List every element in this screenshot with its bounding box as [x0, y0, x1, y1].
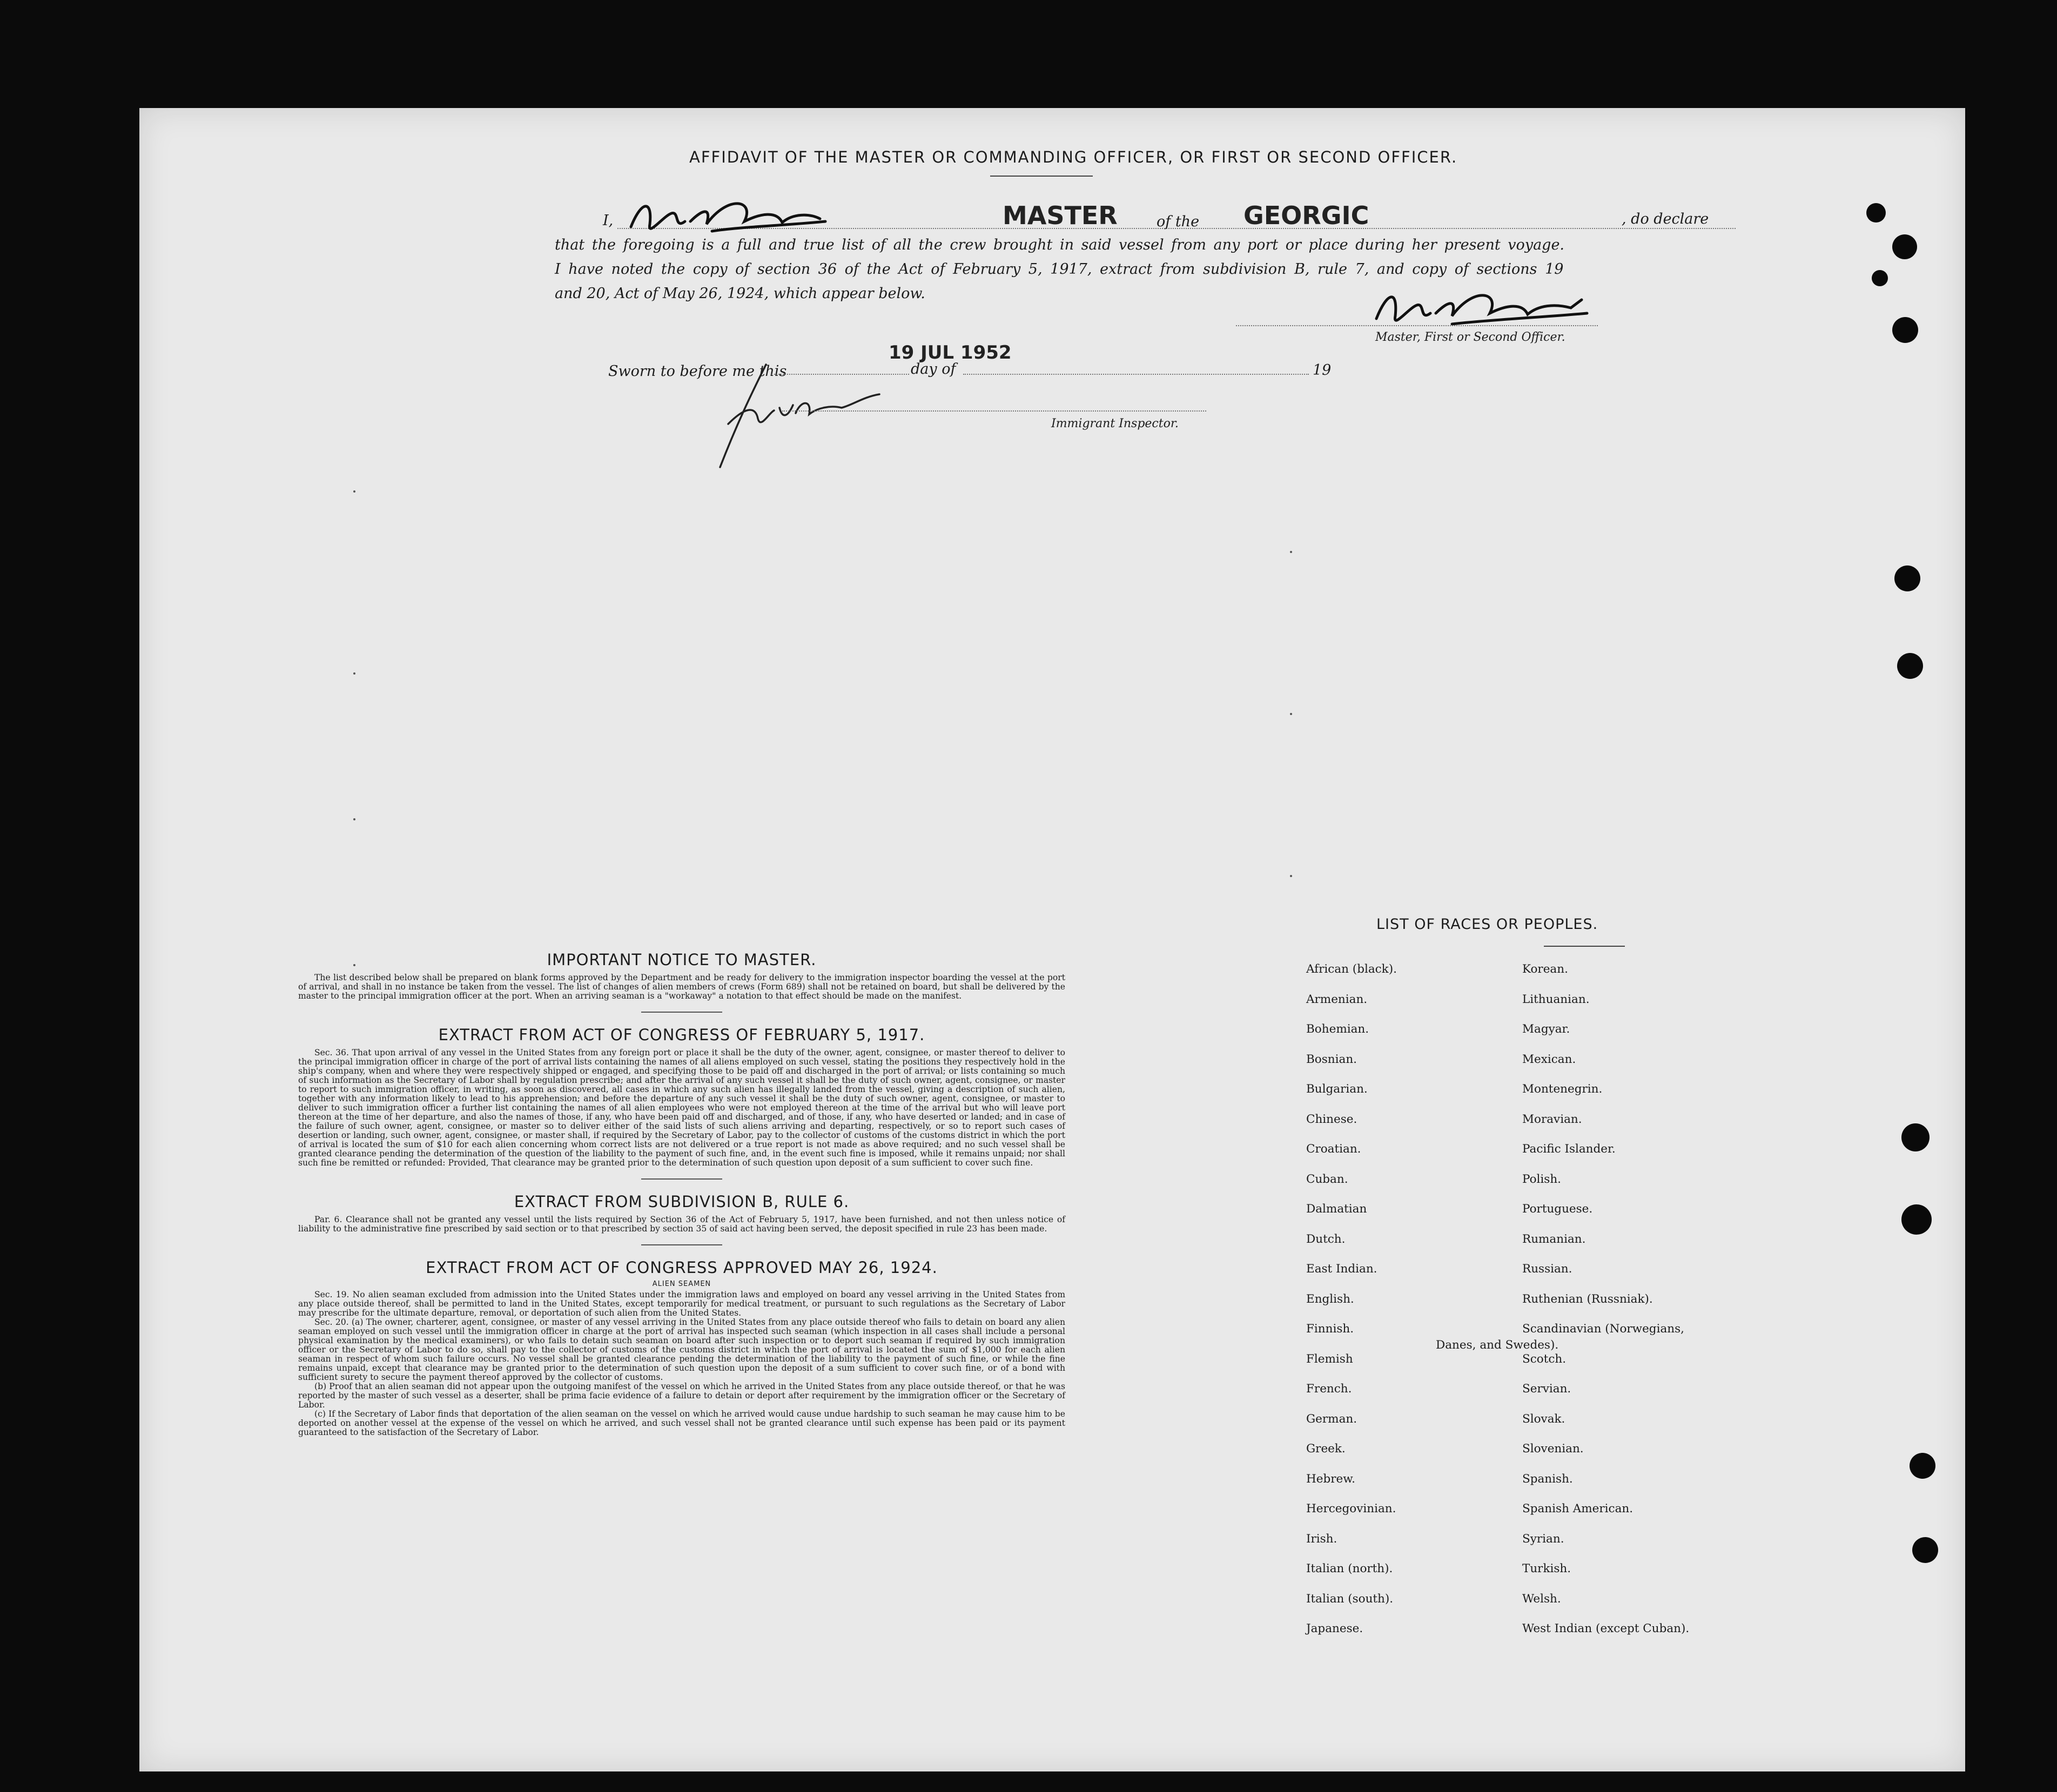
sec-20b-paragraph: (b) Proof that an alien seaman did not appear upon the outgoing manifest of the vessel on which he arrived in the United States from any place outside thereof, or that he was reported by the master of such vessel as a deserter, shall be prima facie evidence of a failure to detain or deport after requirement by the immigration officer or the Secretary of Labor.	[298, 1382, 1065, 1410]
speck	[353, 672, 355, 675]
race-item-left: Croatian.	[1306, 1142, 1361, 1156]
races-title: LIST OF RACES OR PEOPLES.	[1376, 916, 1598, 933]
race-item-right: Magyar.	[1522, 1022, 1570, 1036]
race-item-left: English.	[1306, 1292, 1354, 1306]
date-stamp: 19 JUL 1952	[889, 342, 1012, 363]
race-item-right: Spanish.	[1522, 1472, 1573, 1486]
race-item-left: Hebrew.	[1306, 1472, 1355, 1486]
race-item-left: Japanese.	[1306, 1622, 1363, 1635]
sec-36-paragraph: Sec. 36. That upon arrival of any vessel in the United States from any foreign port or place it shall be the duty of the owner, agent, consignee, or master thereof to deliver to the principal immigration officer in charge of the port of arrival lists containing the names of all aliens employed on such vessel, stating the positions they respectively hold in the ship's company, when and where they were respectively shipped or engaged, and specifying those to be paid off and discharged in the port of arrival; or lists containing so much of such information as the Secretary of Labor shall by regulation prescribe; and after the arrival of any such vessel it shall be the duty of such owner, agent, consignee, or master to report to such immigration officer, in writing, as soon as discovered, all cases in which any such alien has illegally landed from the vessel, giving a description of such alien, together with any information likely to lead to his apprehension; and before the departure of any such vessel it shall be the duty of such owner, agent, consignee, or master to deliver to such immigration officer a further list containing the names of all alien employees who were not employed thereon at the time of the arrival but who will leave port thereon at the time of her departure, and also the names of those, if any, who have been paid off and discharged, and of those, if any, who have deserted or landed; and in case of the failure of such owner, agent, consignee, or master so to deliver either of the said lists of such aliens arriving and departing, respectively, or so to report such cases of desertion or landing, such owner, agent, consignee, or master shall, if required by the Secretary of Labor, pay to the collector of customs of the customs district in which the port of arrival is located the sum of $10 for each alien concerning whom correct lists are not delivered or a true report is not made as above required; and no such vessel shall be granted clearance pending the determination of the question of the liability to the payment of such fine, and, in the event such fine is imposed, while it remains unpaid; nor shall such fine be remitted or refunded: Provided, That clearance may be granted prior to the determination of such question upon deposit of a sum sufficient to cover such fine.	[298, 1048, 1065, 1168]
punch-hole	[1872, 270, 1888, 286]
extract-1924-body	[298, 1290, 1065, 1437]
race-item-right: Scandinavian (Norwegians,	[1522, 1322, 1684, 1336]
year-prefix: 19	[1313, 362, 1332, 379]
race-item-right: Spanish American.	[1522, 1502, 1634, 1515]
race-item-right: Ruthenian (Russniak).	[1522, 1292, 1653, 1306]
race-item-right: Turkish.	[1522, 1562, 1571, 1575]
sec-20c-paragraph: (c) If the Secretary of Labor finds that deportation of the alien seaman on the vessel on which he arrived would cause undue hardship to such seaman he may cause him to be deported on another vessel at the expense of the vessel on which he arrived, and such vessel shall not be granted clearance until such expense has been paid or its payment guaranteed to the satisfaction of the Secretary of Labor.	[298, 1409, 1065, 1437]
race-item-right: Lithuanian.	[1522, 992, 1590, 1006]
race-item-left: Dalmatian	[1306, 1202, 1367, 1216]
race-item-left: Dutch.	[1306, 1232, 1346, 1246]
race-item-left: Irish.	[1306, 1532, 1337, 1546]
divider	[641, 1244, 722, 1245]
race-item-left: East Indian.	[1306, 1262, 1377, 1276]
race-item-right: Pacific Islander.	[1522, 1142, 1616, 1156]
divider	[641, 1012, 722, 1013]
notice-title: IMPORTANT NOTICE TO MASTER.	[547, 951, 817, 969]
race-item-left: German.	[1306, 1412, 1357, 1426]
punch-hole	[1897, 653, 1923, 679]
sec-19-paragraph: Sec. 19. No alien seaman excluded from admission into the United States under the immigration laws and employed on board any vessel arriving in the United States from any place outside thereof, shall be permitted to land in the United States, except temporarily for medical treatment, or pursuant to such regulations as the Secretary of Labor may prescribe for the ultimate departure, removal, or deportation of such alien from the United States.	[298, 1290, 1065, 1318]
speck	[1290, 875, 1292, 877]
vessel-stamp: GEORGIC	[1243, 201, 1369, 230]
race-item-right: Portuguese.	[1522, 1202, 1593, 1216]
race-item-left: French.	[1306, 1382, 1352, 1396]
race-item-left: Bohemian.	[1306, 1022, 1369, 1036]
race-item-left: Cuban.	[1306, 1172, 1348, 1186]
sworn-prefix: Sworn to before me this	[608, 363, 787, 380]
document-sheet	[139, 108, 1965, 1771]
notice-column	[298, 951, 1065, 1437]
affidavit-of-the: of the	[1157, 213, 1200, 230]
day-of: day of	[911, 361, 956, 378]
master-signature-blank	[1236, 325, 1598, 326]
race-item-right: Moravian.	[1522, 1112, 1582, 1126]
race-item-left: Chinese.	[1306, 1112, 1357, 1126]
inspector-blank	[782, 410, 1206, 412]
inspector-caption: Immigrant Inspector.	[1051, 417, 1179, 430]
speck	[353, 490, 355, 493]
punch-hole	[1894, 565, 1920, 591]
punch-hole	[1901, 1123, 1930, 1151]
race-item-left: Flemish	[1306, 1352, 1353, 1366]
rank-stamp: MASTER	[1003, 201, 1118, 230]
race-item-left: Bosnian.	[1306, 1052, 1357, 1066]
notice-body	[298, 973, 1065, 1001]
punch-hole	[1912, 1537, 1938, 1563]
punch-hole	[1866, 203, 1886, 223]
race-item-scandinavian-continued: Danes, and Swedes).	[1436, 1338, 1559, 1352]
race-item-left: Hercegovinian.	[1306, 1502, 1396, 1515]
race-item-right: Servian.	[1522, 1382, 1571, 1396]
race-item-left: Greek.	[1306, 1442, 1346, 1456]
race-item-right: Slovak.	[1522, 1412, 1565, 1426]
month-blank	[963, 374, 1309, 375]
punch-hole	[1910, 1453, 1935, 1479]
notice-paragraph: The list described below shall be prepared on blank forms approved by the Department and be ready for delivery to the immigration inspector boarding the vessel at the port of arrival, and shall in no instance be taken from the vessel. The list of changes of alien members of crews (Form 689) shall not be retained on board, but shall be delivered by the master to the principal immigration officer at the port. When an arriving seaman is a "workaway" a notation to that effect should be made on the manifest.	[298, 973, 1065, 1001]
race-item-right: Polish.	[1522, 1172, 1562, 1186]
affidavit-title: AFFIDAVIT OF THE MASTER OR COMMANDING OFFICER, OR FIRST OR SECOND OFFICER.	[689, 148, 1458, 166]
subdivision-b-title: EXTRACT FROM SUBDIVISION B, RULE 6.	[514, 1193, 850, 1211]
affidavit-do-declare: , do declare	[1622, 211, 1709, 227]
race-item-left: Armenian.	[1306, 992, 1368, 1006]
punch-hole	[1901, 1204, 1932, 1235]
race-item-right: Slovenian.	[1522, 1442, 1584, 1456]
race-item-right: Scotch.	[1522, 1352, 1567, 1366]
affidavit-line-2: that the foregoing is a full and true list of all the crew brought in said vessel from any port or place during her present voyage.	[555, 237, 1565, 253]
race-item-right: Syrian.	[1522, 1532, 1564, 1546]
speck	[353, 818, 355, 820]
races-title-rule	[1544, 946, 1625, 947]
punch-hole	[1892, 234, 1917, 259]
race-item-left: Italian (north).	[1306, 1562, 1393, 1575]
divider	[641, 1178, 722, 1180]
inspector-signature	[707, 354, 890, 478]
alien-seamen-subheading: ALIEN SEAMEN	[652, 1280, 711, 1288]
sec-20a-paragraph: Sec. 20. (a) The owner, charterer, agent, consignee, or master of any vessel arriving in the United States from any place outside thereof who fails to detain on board any alien seaman employed on such vessel until the immigration officer in charge at the port of arrival has inspected such seaman (which inspection in all cases shall include a personal physical examination by the medical examiners), or who fails to detain such seaman on board after such inspection or to deport such seaman if required by such immigration officer or the Secretary of Labor to do so, shall pay to the collector of customs of the customs district in which the port of arrival is located the sum of $1,000 for each alien seaman in respect of whom such failure occurs. No vessel shall be granted clearance pending the determination of the liability to the payment of such fine, or while the fine remains unpaid, except that clearance may be granted prior to the determination of such question upon the deposit of a sum sufficient to cover such fine, or of a bond with sufficient surety to secure the payment thereof approved by the collector of customs.	[298, 1317, 1065, 1382]
master-caption: Master, First or Second Officer.	[1375, 331, 1565, 344]
extract-1924-title: EXTRACT FROM ACT OF CONGRESS APPROVED MAY 26, 1924.	[426, 1258, 938, 1277]
race-item-right: West Indian (except Cuban).	[1522, 1622, 1690, 1635]
race-item-left: Bulgarian.	[1306, 1082, 1368, 1096]
affidavit-line-3: I have noted the copy of section 36 of the Act of February 5, 1917, extract from subdivision B, rule 7, and copy of sections 19	[555, 261, 1564, 278]
extract-1917-title: EXTRACT FROM ACT OF CONGRESS OF FEBRUARY 5, 1917.	[438, 1026, 925, 1044]
race-item-right: Mexican.	[1522, 1052, 1576, 1066]
race-item-left: Italian (south).	[1306, 1592, 1394, 1606]
affidavit-line-4: and 20, Act of May 26, 1924, which appear below.	[555, 285, 925, 302]
race-item-left: Finnish.	[1306, 1322, 1354, 1336]
punch-hole	[1892, 317, 1918, 343]
race-item-left: African (black).	[1306, 962, 1397, 976]
speck	[1290, 551, 1292, 553]
race-item-right: Welsh.	[1522, 1592, 1561, 1606]
race-item-right: Montenegrin.	[1522, 1082, 1603, 1096]
subdivision-b-body	[298, 1215, 1065, 1234]
affidavit-i: I,	[603, 212, 614, 229]
race-item-right: Korean.	[1522, 962, 1568, 976]
extract-1917-body	[298, 1048, 1065, 1168]
race-item-right: Russian.	[1522, 1262, 1572, 1276]
par-6-paragraph: Par. 6. Clearance shall not be granted any vessel until the lists required by Section 36 of the Act of February 5, 1917, have been furnished, and not then unless notice of liability to the administrative fine prescribed by said section or to that prescribed by section 35 of said act having been served, the deposit specified in rule 23 has been made.	[298, 1215, 1065, 1234]
race-item-right: Rumanian.	[1522, 1232, 1586, 1246]
affidavit-title-rule	[990, 176, 1093, 177]
speck	[1290, 713, 1292, 715]
